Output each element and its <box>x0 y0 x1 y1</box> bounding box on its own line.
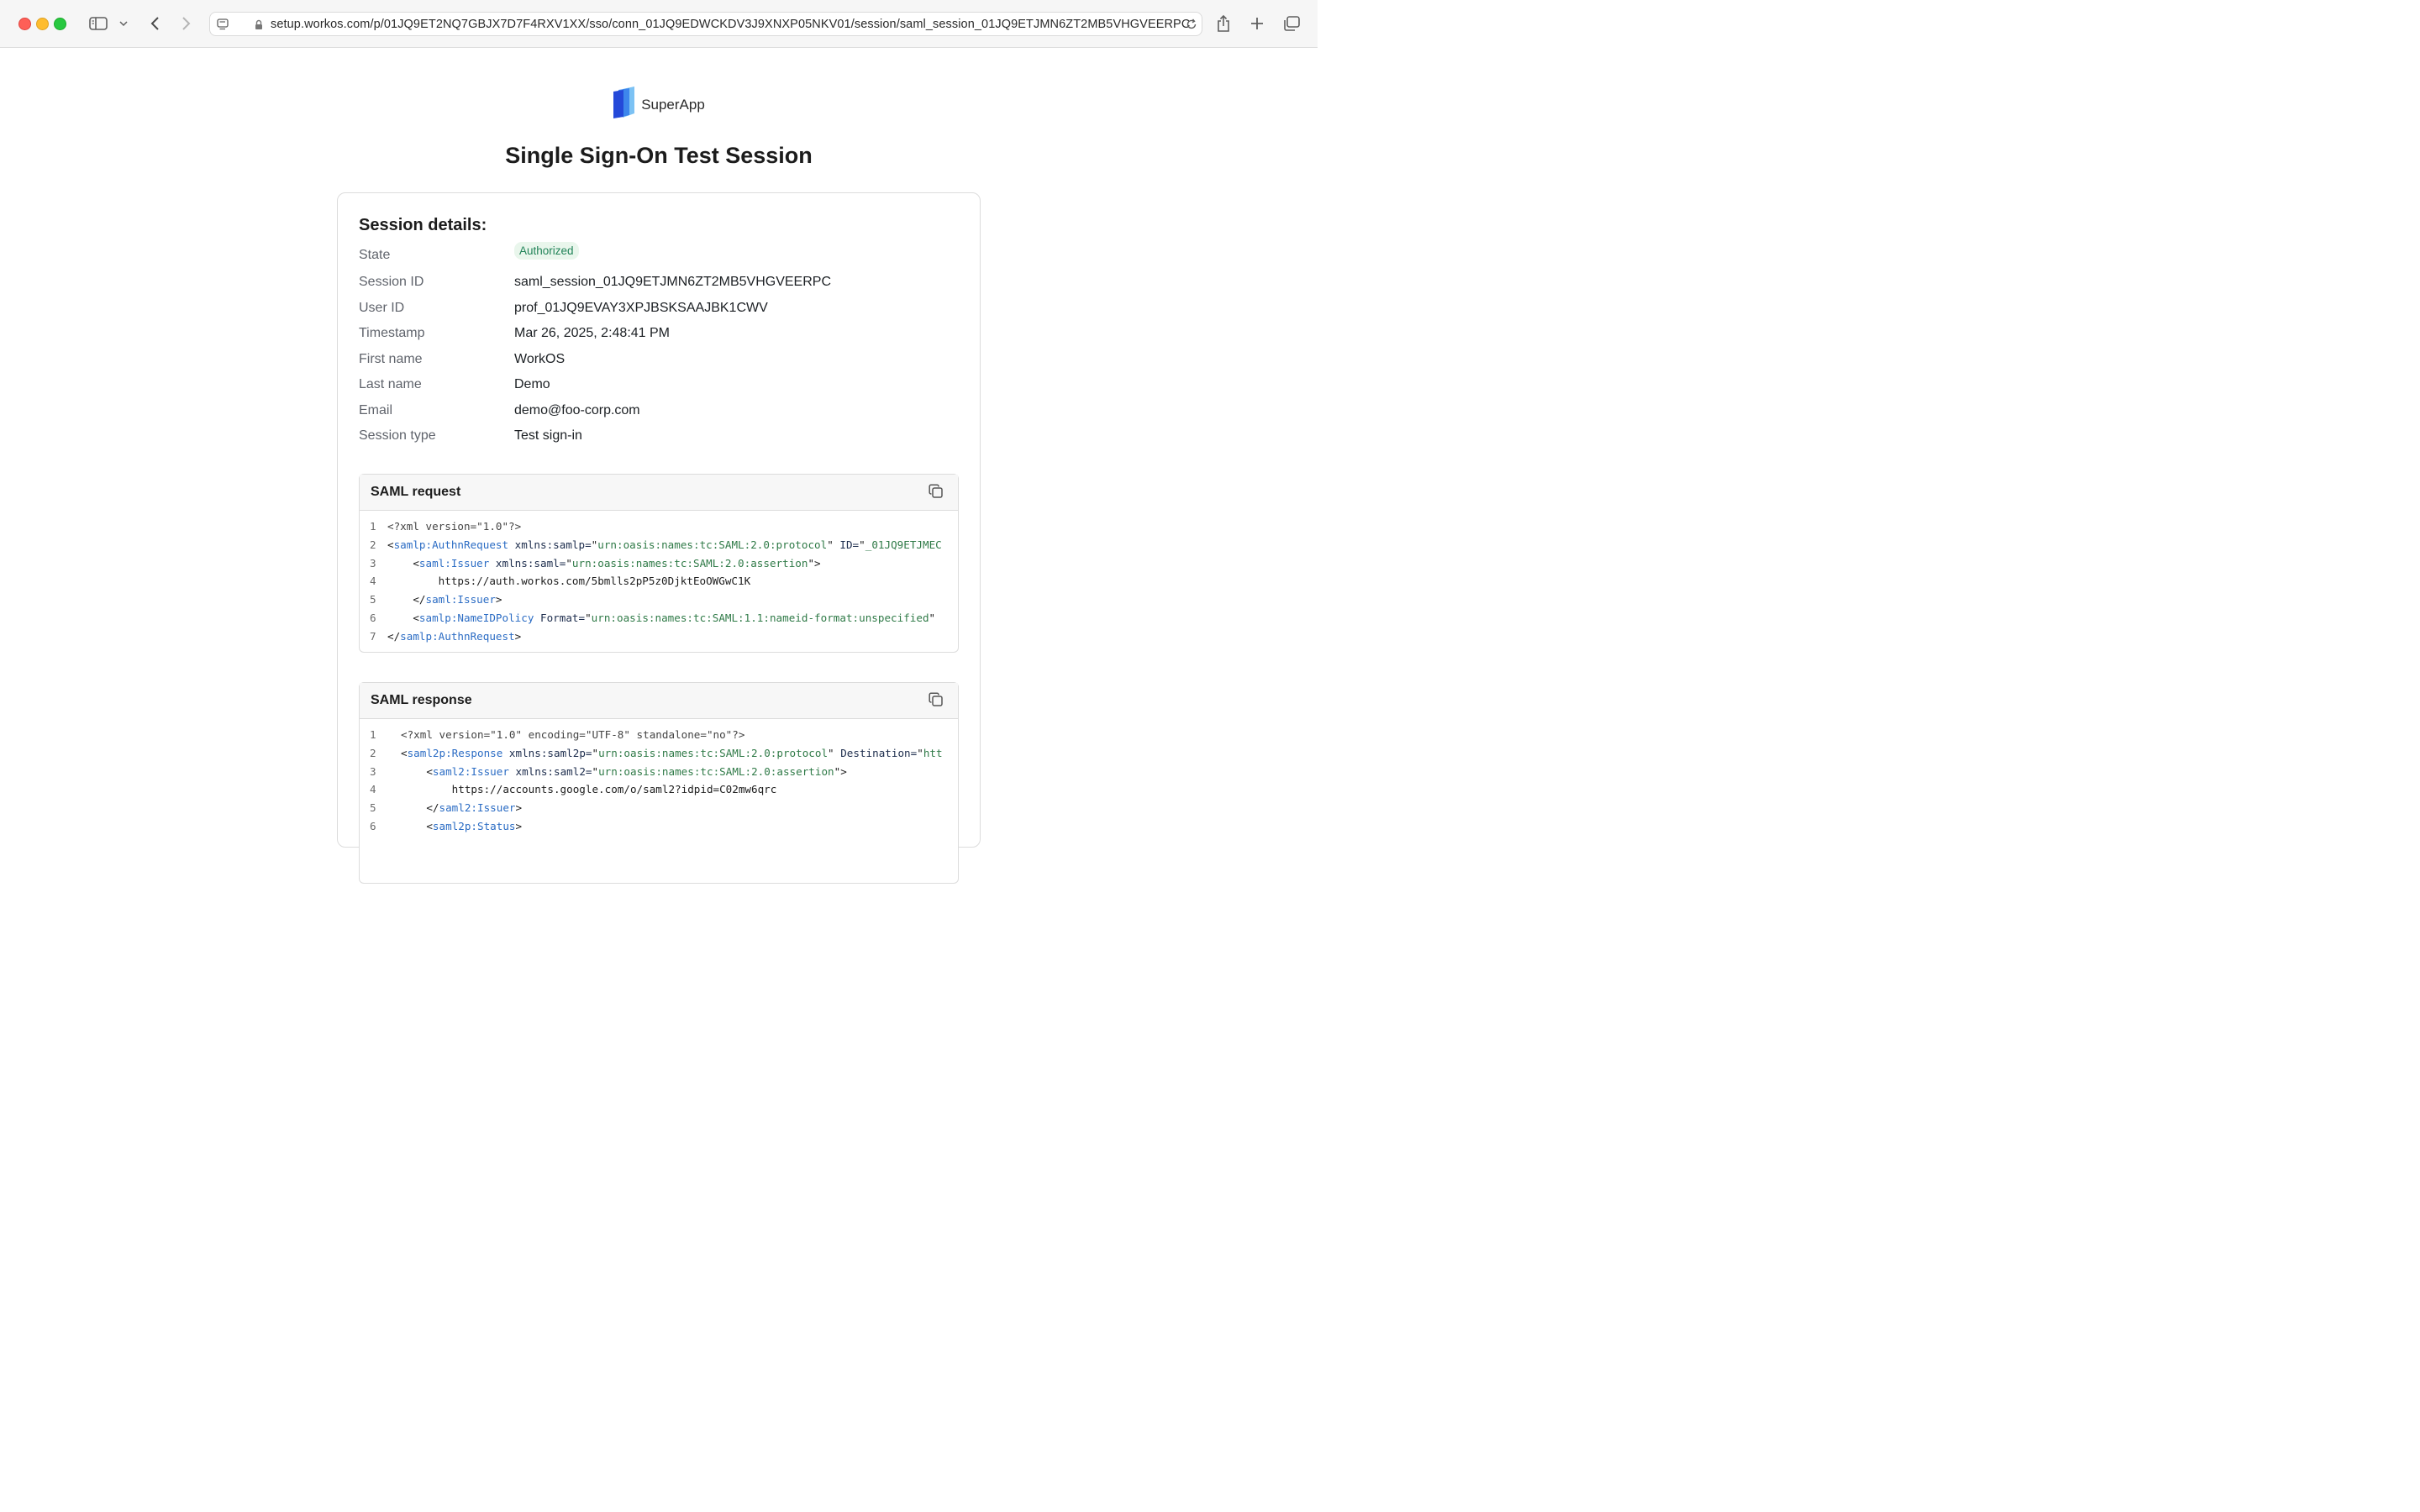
code-line <box>360 799 958 817</box>
close-window-button[interactable] <box>18 18 31 30</box>
code-line <box>360 627 958 646</box>
back-arrow-icon[interactable] <box>147 12 162 35</box>
browser-window <box>0 0 1318 832</box>
code-line <box>360 763 958 781</box>
detail-row-session-id <box>359 275 947 295</box>
code-line <box>360 817 958 836</box>
brand-name: SuperApp <box>641 96 705 113</box>
lock-icon <box>254 13 264 36</box>
forward-arrow-icon[interactable] <box>179 12 194 35</box>
detail-row-user-id <box>359 301 947 321</box>
url-text: setup.workos.com/p/01JQ9ET2NQ7GBJX7D7F4RXV1XX/sso/conn_01JQ9EDWCKDV3J9XNXP05NKV01/session/saml_session_01JQ9ETJMN6ZT2MB5VHGVEERPC <box>271 18 1191 31</box>
detail-row-session-type <box>359 428 947 449</box>
tab-overview-icon[interactable] <box>1281 12 1302 35</box>
line-number: 1 <box>370 728 376 741</box>
saml-request-code[interactable] <box>360 511 958 646</box>
detail-value: Test sign-in <box>514 428 582 443</box>
detail-value: Mar 26, 2025, 2:48:41 PM <box>514 326 670 340</box>
line-content: <saml2:Issuer xmlns:saml2="urn:oasis:names:tc:SAML:2.0:assertion"> <box>401 764 847 778</box>
status-badge: Authorized <box>514 242 579 260</box>
line-content: </samlp:AuthnRequest> <box>387 629 522 643</box>
detail-label: Timestamp <box>359 326 425 340</box>
detail-label: Session type <box>359 428 436 443</box>
detail-row-first-name <box>359 352 947 372</box>
line-content: <saml2p:Response xmlns:saml2p="urn:oasis:names:tc:SAML:2.0:protocol" Destination="htt <box>401 746 943 759</box>
code-line <box>360 780 958 799</box>
saml-request-header <box>360 475 958 511</box>
detail-row-timestamp <box>359 326 947 346</box>
brand-header <box>0 86 1318 123</box>
code-line <box>360 572 958 591</box>
line-content: </saml:Issuer> <box>387 593 502 606</box>
page-title: Single Sign-On Test Session <box>505 143 813 168</box>
detail-row-state <box>359 244 947 268</box>
line-number: 5 <box>370 801 376 815</box>
line-number: 5 <box>370 593 376 606</box>
chevron-down-icon[interactable] <box>118 12 129 35</box>
superapp-logo-icon <box>613 86 636 123</box>
saml-response-header <box>360 683 958 719</box>
code-line <box>360 536 958 554</box>
sidebar-toggle-icon[interactable] <box>88 12 108 35</box>
detail-row-email <box>359 403 947 423</box>
detail-value: Demo <box>514 377 550 391</box>
code-line <box>360 744 958 763</box>
line-number: 4 <box>370 783 376 796</box>
detail-row-last-name <box>359 377 947 397</box>
browser-toolbar <box>0 0 1318 48</box>
session-card <box>337 192 981 848</box>
copy-icon[interactable] <box>929 484 945 501</box>
detail-value: WorkOS <box>514 352 566 366</box>
reload-icon[interactable] <box>1185 13 1198 36</box>
detail-label: Last name <box>359 377 422 391</box>
copy-icon[interactable] <box>929 692 945 709</box>
line-number: 2 <box>370 538 376 551</box>
zoom-window-button[interactable] <box>54 18 66 30</box>
detail-label: User ID <box>359 301 405 315</box>
saml-response-panel <box>359 682 959 884</box>
line-number: 3 <box>370 764 376 778</box>
line-number: 7 <box>370 629 376 643</box>
code-line <box>360 609 958 627</box>
session-details-heading: Session details: <box>359 216 487 234</box>
detail-label: State <box>359 248 391 262</box>
line-content: <saml:Issuer xmlns:saml="urn:oasis:names:tc:SAML:2.0:assertion"> <box>387 556 821 570</box>
address-bar[interactable] <box>209 12 1202 36</box>
code-line <box>360 554 958 573</box>
code-line <box>360 517 958 536</box>
line-number: 2 <box>370 746 376 759</box>
line-content: <samlp:AuthnRequest xmlns:samlp="urn:oasis:names:tc:SAML:2.0:protocol" ID="_01JQ9ETJMEC <box>387 538 942 551</box>
line-content: <?xml version="1.0"?> <box>387 520 522 533</box>
saml-request-title: SAML request <box>371 485 461 499</box>
line-number: 4 <box>370 575 376 588</box>
minimize-window-button[interactable] <box>36 18 49 30</box>
line-number: 6 <box>370 819 376 832</box>
line-content: https://accounts.google.com/o/saml2?idpid=C02mw6qrc <box>401 783 777 796</box>
detail-label: Session ID <box>359 275 424 289</box>
line-content: https://auth.workos.com/5bmlls2pP5z0DjktEoOWGwC1K <box>387 575 751 588</box>
detail-label: First name <box>359 352 423 366</box>
line-content: <?xml version="1.0" encoding="UTF-8" standalone="no"?> <box>401 728 745 741</box>
detail-value: demo@foo-corp.com <box>514 403 640 417</box>
saml-response-code[interactable] <box>360 719 958 836</box>
line-content: </saml2:Issuer> <box>401 801 523 815</box>
code-line <box>360 591 958 609</box>
share-icon[interactable] <box>1214 12 1233 35</box>
saml-request-panel <box>359 474 959 653</box>
detail-label: Email <box>359 403 393 417</box>
saml-response-title: SAML response <box>371 693 472 707</box>
line-number: 6 <box>370 611 376 624</box>
detail-value: saml_session_01JQ9ETJMN6ZT2MB5VHGVEERPC <box>514 275 832 289</box>
line-content: <samlp:NameIDPolicy Format="urn:oasis:names:tc:SAML:1.1:nameid-format:unspecified" <box>387 611 936 624</box>
line-number: 1 <box>370 520 376 533</box>
line-number: 3 <box>370 556 376 570</box>
line-content: <saml2p:Status> <box>401 819 523 832</box>
detail-value: prof_01JQ9EVAY3XPJBSKSAAJBK1CWV <box>514 301 768 315</box>
new-tab-icon[interactable] <box>1248 12 1266 35</box>
code-line <box>360 726 958 744</box>
page-menu-icon[interactable] <box>215 13 230 36</box>
